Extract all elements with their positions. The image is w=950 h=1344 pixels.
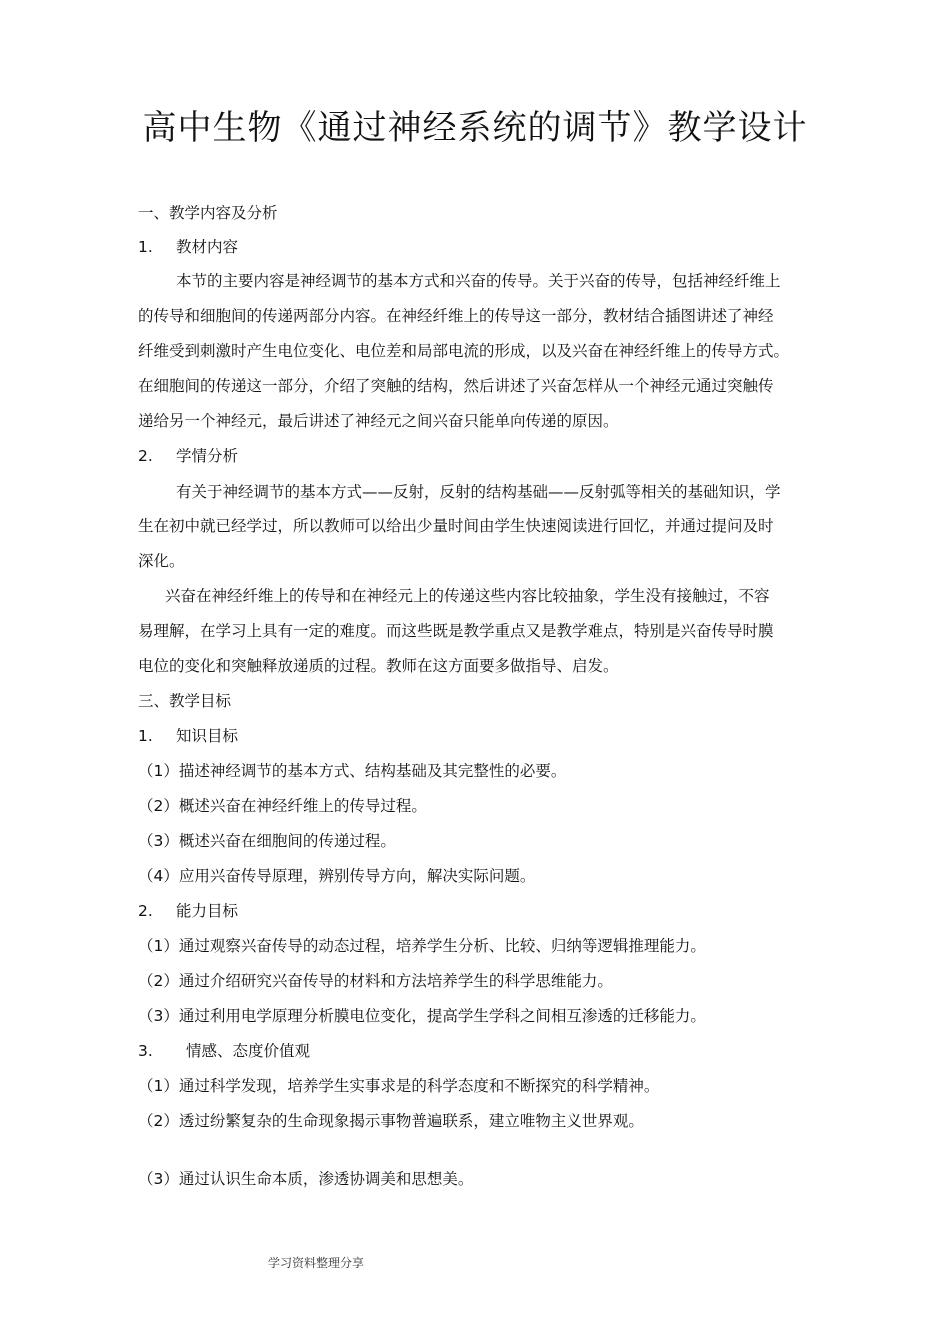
subheading-number: 1. [138,727,153,745]
paragraph-line: 纤维受到刺激时产生电位变化、电位差和局部电流的形成，以及兴奋在神经纤维上的传导方式。 [138,342,790,360]
subheading-number: 3. [138,1042,153,1060]
list-item: （2）通过介绍研究兴奋传导的材料和方法培养学生的科学思维能力。 [138,972,613,990]
section-heading-content-analysis: 一、教学内容及分析 [138,204,278,222]
subheading-number: 2. [138,902,153,920]
paragraph-line: 深化。 [138,552,185,570]
paragraph-line: 易理解，在学习上具有一定的难度。而这些既是教学重点又是教学难点，特别是兴奋传导时膜 [138,622,774,640]
subheading-ability-goals [138,900,238,922]
list-item: （3）通过利用电学原理分析膜电位变化，提高学生学科之间相互渗透的迁移能力。 [138,1007,706,1025]
list-item: （1）通过科学发现，培养学生实事求是的科学态度和不断探究的科学精神。 [138,1077,660,1095]
list-item: （4）应用兴奋传导原理，辨别传导方向，解决实际问题。 [138,867,536,885]
list-item: （2）透过纷繁复杂的生命现象揭示事物普遍联系，建立唯物主义世界观。 [138,1112,644,1130]
document-title: 高中生物《通过神经系统的调节》教学设计 [142,108,808,148]
list-item: （1）描述神经调节的基本方式、结构基础及其完整性的必要。 [138,762,567,780]
paragraph-line: 的传导和细胞间的传递两部分内容。在神经纤维上的传导这一部分，教材结合插图讲述了神经 [138,307,774,325]
subheading-learner-analysis [138,445,238,467]
subheading-knowledge-goals [138,725,238,747]
section-heading-teaching-goals: 三、教学目标 [138,692,232,710]
page-footer: 学习资料整理分享 [268,1256,365,1270]
paragraph-line: 兴奋在神经纤维上的传导和在神经元上的传递这些内容比较抽象，学生没有接触过，不容 [165,587,770,605]
paragraph-line: 电位的变化和突触释放递质的过程。教师在这方面要多做指导、启发。 [138,657,619,675]
subheading-number: 1. [138,238,153,256]
subheading-label: 学情分析 [176,447,239,465]
subheading-label: 知识目标 [176,727,239,745]
list-item: （2）概述兴奋在神经纤维上的传导过程。 [138,797,427,815]
subheading-label: 情感、态度价值观 [186,1042,311,1060]
subheading-label: 教材内容 [176,238,239,256]
paragraph-line: 生在初中就已经学过，所以教师可以给出少量时间由学生快速阅读进行回忆，并通过提问及时 [138,517,774,535]
subheading-number: 2. [138,447,153,465]
paragraph-line: 在细胞间的传递这一部分，介绍了突触的结构，然后讲述了兴奋怎样从一个神经元通过突触传 [138,377,774,395]
subheading-label: 能力目标 [176,902,239,920]
paragraph-line: 本节的主要内容是神经调节的基本方式和兴奋的传导。关于兴奋的传导，包括神经纤维上 [176,272,781,290]
paragraph-line: 递给另一个神经元，最后讲述了神经元之间兴奋只能单向传递的原因。 [138,412,619,430]
subheading-emotion-goals [138,1040,310,1062]
list-item: （1）通过观察兴奋传导的动态过程，培养学生分析、比较、归纳等逻辑推理能力。 [138,937,706,955]
list-item: （3）通过认识生命本质，渗透协调美和思想美。 [138,1170,474,1188]
paragraph-line: 有关于神经调节的基本方式——反射，反射的结构基础——反射弧等相关的基础知识，学 [176,483,781,501]
subheading-textbook-content [138,236,238,258]
list-item: （3）概述兴奋在细胞间的传递过程。 [138,832,396,850]
